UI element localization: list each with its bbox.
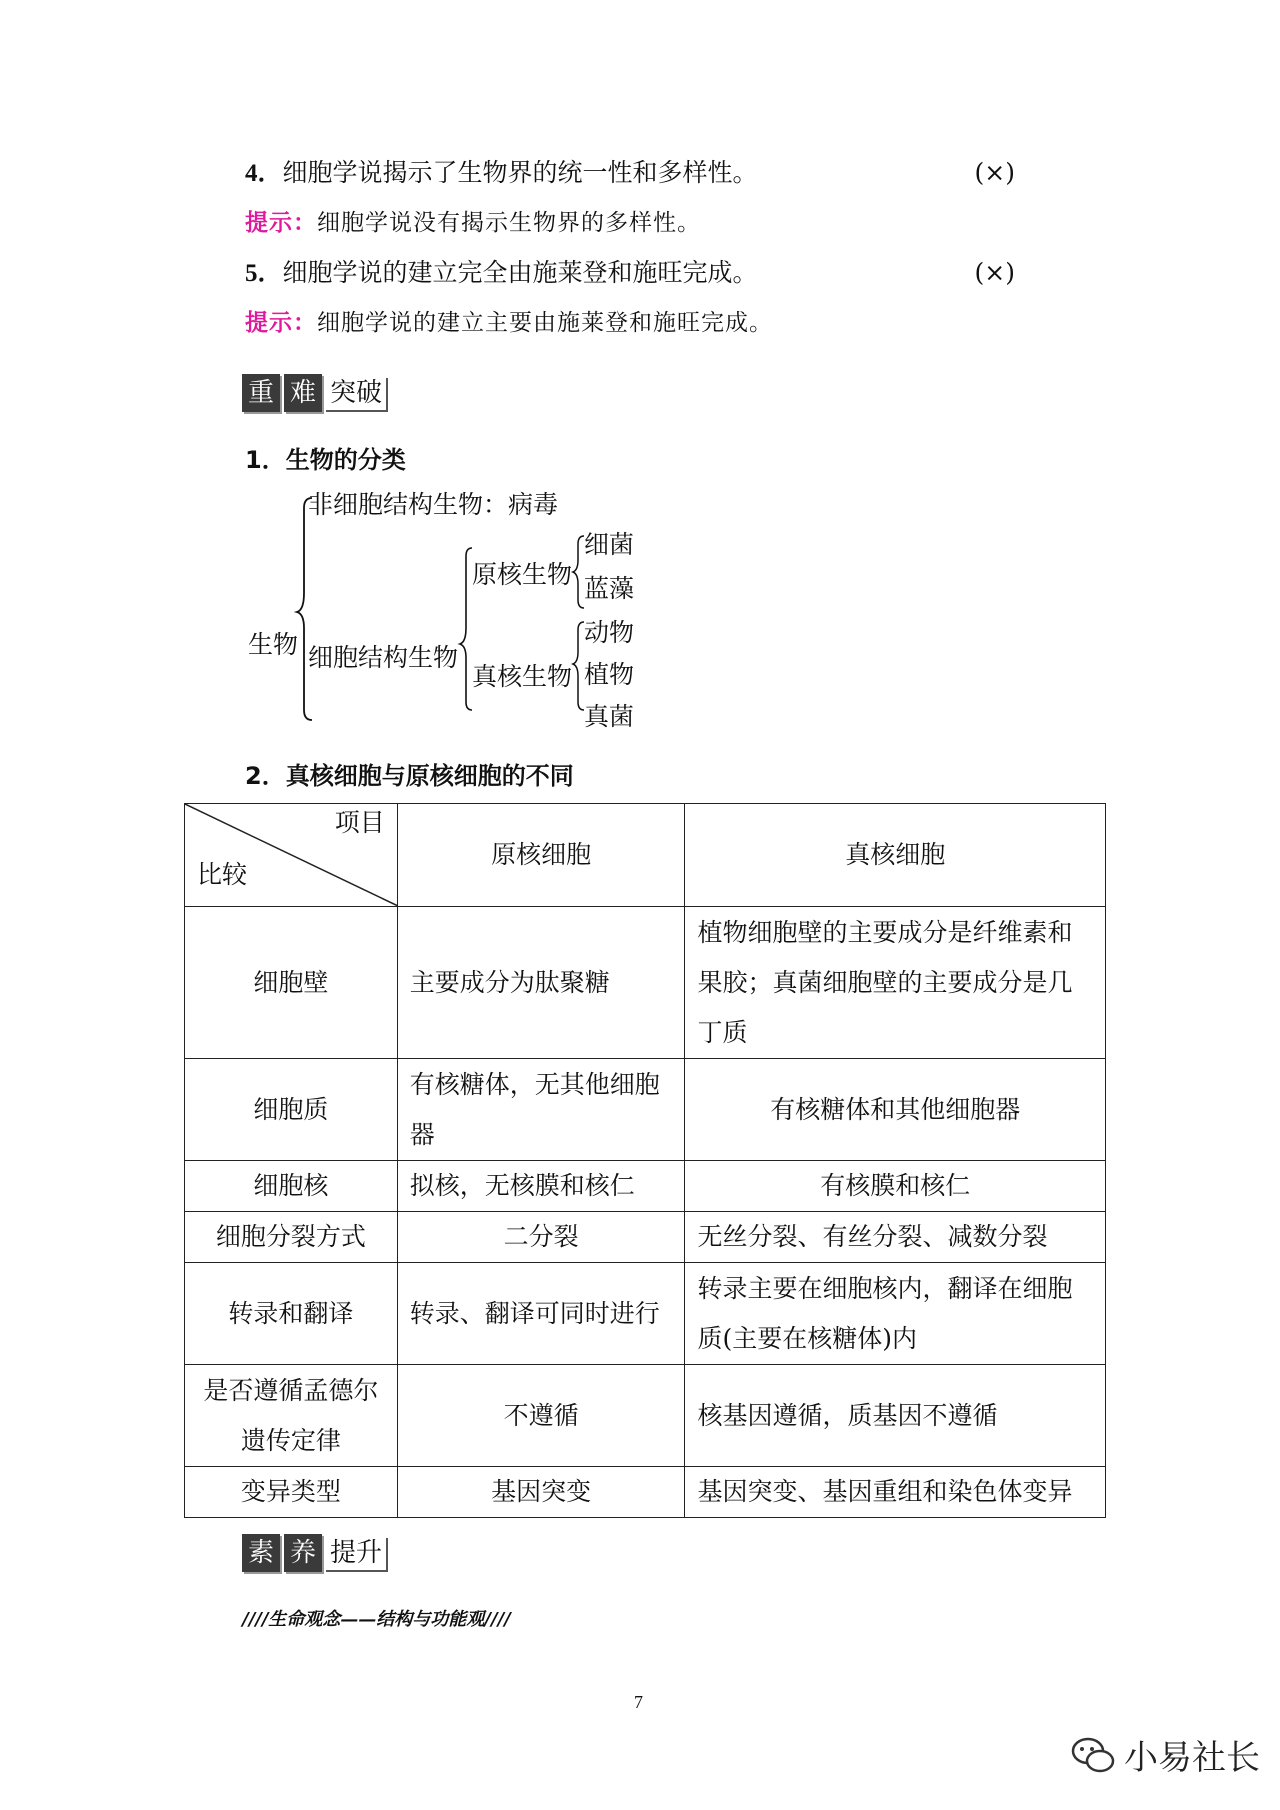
tree-leaf: 蓝藻 bbox=[584, 574, 635, 603]
tree-leaf: 细菌 bbox=[584, 530, 635, 559]
page-number: 7 bbox=[634, 1692, 643, 1712]
cell-eukaryote: 转录主要在细胞核内，翻译在细胞质(主要在核糖体)内 bbox=[685, 1263, 1106, 1365]
tree-noncell: 非细胞结构生物：病毒 bbox=[308, 490, 559, 519]
section-badge-key-difficulties bbox=[242, 368, 388, 412]
cell-prokaryote: 基因突变 bbox=[397, 1467, 685, 1518]
row-label: 细胞质 bbox=[185, 1059, 398, 1161]
cell-eukaryote: 有核糖体和其他细胞器 bbox=[685, 1059, 1106, 1161]
hint-5 bbox=[245, 308, 773, 338]
badge-char: 难 bbox=[284, 374, 322, 412]
tree-root: 生物 bbox=[248, 630, 299, 659]
cell-eukaryote: 核基因遵循，质基因不遵循 bbox=[685, 1365, 1106, 1467]
statement-number: 5． bbox=[245, 260, 283, 287]
cell-prokaryote: 不遵循 bbox=[397, 1365, 685, 1467]
badge-char: 素 bbox=[242, 1534, 280, 1572]
watermark bbox=[1070, 1730, 1260, 1779]
cell-prokaryote: 有核糖体，无其他细胞器 bbox=[397, 1059, 685, 1161]
cell-eukaryote: 有核膜和核仁 bbox=[685, 1161, 1106, 1212]
column-header: 原核细胞 bbox=[397, 804, 685, 907]
row-label: 转录和翻译 bbox=[185, 1263, 398, 1365]
row-label: 变异类型 bbox=[185, 1467, 398, 1518]
statement-number: 4． bbox=[245, 160, 283, 187]
tree-cell: 细胞结构生物 bbox=[308, 643, 459, 672]
table-row bbox=[185, 1161, 1106, 1212]
cell-prokaryote: 拟核，无核膜和核仁 bbox=[397, 1161, 685, 1212]
cell-prokaryote: 转录、翻译可同时进行 bbox=[397, 1263, 685, 1365]
statement-5 bbox=[245, 258, 1015, 289]
badge-char: 养 bbox=[284, 1534, 322, 1572]
hint-label: 提示： bbox=[245, 209, 317, 236]
tree-leaf: 植物 bbox=[584, 660, 635, 689]
badge-char: 重 bbox=[242, 374, 280, 412]
table-heading: 2．真核细胞与原核细胞的不同 bbox=[245, 762, 574, 790]
subtitle: ////生命观念——结构与功能观//// bbox=[242, 1609, 511, 1630]
classification-heading: 1．生物的分类 bbox=[245, 446, 406, 474]
cell-eukaryote: 基因突变、基因重组和染色体变异 bbox=[685, 1467, 1106, 1518]
table-row bbox=[185, 1212, 1106, 1263]
classification-tree bbox=[240, 488, 660, 731]
column-header: 真核细胞 bbox=[685, 804, 1106, 907]
cell-eukaryote: 无丝分裂、有丝分裂、减数分裂 bbox=[685, 1212, 1106, 1263]
statement-text: 细胞学说揭示了生物界的统一性和多样性。 bbox=[282, 158, 758, 187]
row-label: 细胞分裂方式 bbox=[185, 1212, 398, 1263]
statement-4 bbox=[245, 158, 1015, 189]
section-badge-literacy bbox=[242, 1528, 388, 1572]
hint-text: 细胞学说没有揭示生物界的多样性。 bbox=[317, 210, 701, 236]
corner-cell bbox=[185, 804, 398, 907]
corner-bottom: 比较 bbox=[197, 860, 248, 889]
table-header-row bbox=[185, 804, 1106, 907]
tree-braces bbox=[240, 488, 660, 728]
table-row bbox=[185, 907, 1106, 1059]
comparison-table bbox=[184, 803, 1106, 1518]
badge-text: 提升 bbox=[326, 1538, 388, 1572]
table-row bbox=[185, 1263, 1106, 1365]
tree-leaf: 真菌 bbox=[584, 702, 635, 731]
table-row bbox=[185, 1365, 1106, 1467]
tree-prokaryote: 原核生物 bbox=[472, 560, 573, 589]
row-label: 是否遵循孟德尔遗传定律 bbox=[185, 1365, 398, 1467]
badge-text: 突破 bbox=[326, 378, 388, 412]
hint-text: 细胞学说的建立主要由施莱登和施旺完成。 bbox=[317, 310, 773, 336]
corner-top: 项目 bbox=[334, 808, 385, 837]
table-row bbox=[185, 1467, 1106, 1518]
cell-eukaryote: 植物细胞壁的主要成分是纤维素和果胶；真菌细胞壁的主要成分是几丁质 bbox=[685, 907, 1106, 1059]
hint-label: 提示： bbox=[245, 309, 317, 336]
statement-text: 细胞学说的建立完全由施莱登和施旺完成。 bbox=[282, 258, 758, 287]
cell-prokaryote: 二分裂 bbox=[397, 1212, 685, 1263]
row-label: 细胞壁 bbox=[185, 907, 398, 1059]
cell-prokaryote: 主要成分为肽聚糖 bbox=[397, 907, 685, 1059]
table-row bbox=[185, 1059, 1106, 1161]
row-label: 细胞核 bbox=[185, 1161, 398, 1212]
tree-eukaryote: 真核生物 bbox=[472, 662, 573, 691]
watermark-text: 小易社长 bbox=[1124, 1738, 1260, 1778]
chat-logo-icon bbox=[1070, 1735, 1116, 1775]
judgement-mark: (×) bbox=[974, 258, 1015, 287]
judgement-mark: (×) bbox=[974, 158, 1015, 187]
tree-leaf: 动物 bbox=[584, 618, 635, 647]
hint-4 bbox=[245, 208, 701, 238]
